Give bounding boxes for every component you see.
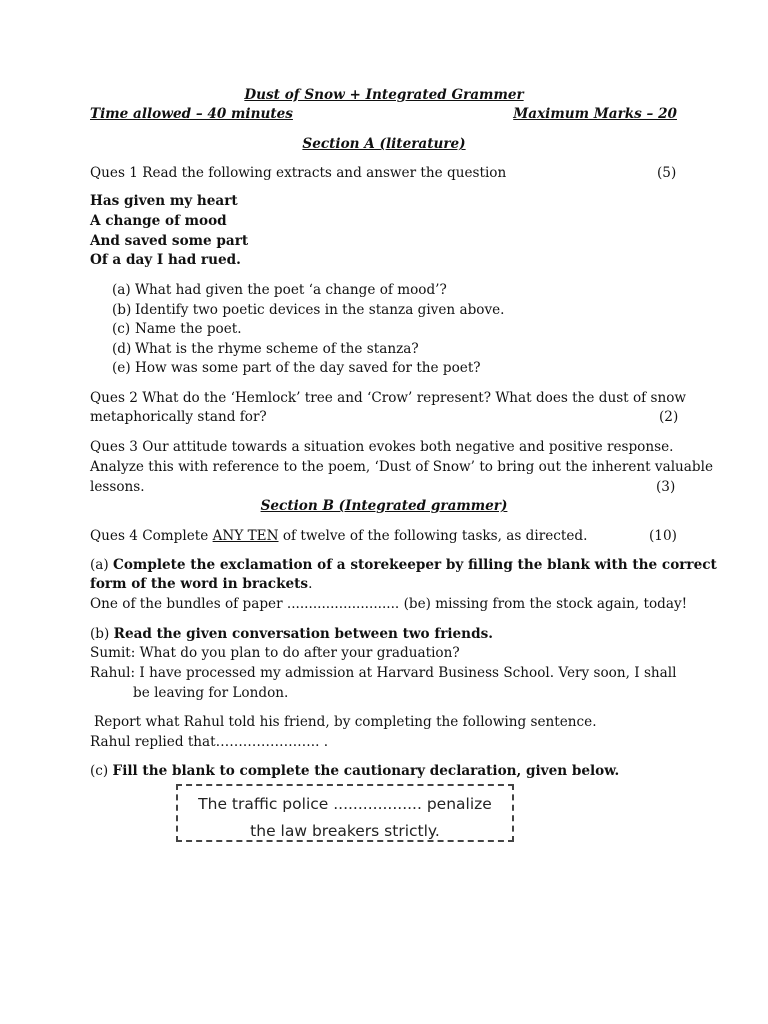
task-a-instruction-cont: [90, 575, 312, 593]
task-b-answer-line: Rahul replied that………………….. .: [90, 734, 329, 750]
question-1-marks: (5): [657, 165, 677, 181]
dialogue-sumit: Sumit: What do you plan to do after your graduation?: [90, 645, 460, 661]
stanza-line: A change of mood: [90, 213, 227, 229]
subitem-label: (d): [112, 341, 132, 357]
subitem-text: What had given the poet ‘a change of mood’?: [135, 282, 447, 298]
subitem-label: (b): [112, 302, 132, 318]
task-b-instruction-text: Read the given conversation between two friends.: [113, 626, 493, 642]
task-c-label: (c): [90, 763, 113, 779]
question-3-marks: (3): [656, 479, 676, 495]
subitem-text: How was some part of the day saved for the poet?: [135, 360, 481, 376]
question-4-marks: (10): [649, 528, 677, 544]
task-a-instruction-end: .: [308, 576, 313, 592]
question-1-subitem: [112, 301, 505, 319]
subitem-label: (e): [112, 360, 131, 376]
question-2-text: Ques 2 What do the ‘Hemlock’ tree and ‘Crow’ represent? What does the dust of snow: [90, 390, 687, 406]
question-4-text: [90, 527, 587, 545]
stanza-line: Of a day I had rued.: [90, 252, 241, 268]
question-3-text: lessons.: [90, 479, 145, 495]
task-b-label: (b): [90, 626, 114, 642]
subitem-text: Identify two poetic devices in the stanza given above.: [135, 302, 505, 318]
question-1-text: Ques 1 Read the following extracts and answer the question: [90, 165, 507, 181]
subitem-label: (a): [112, 282, 131, 298]
section-b-heading: Section B (Integrated grammer): [260, 498, 508, 514]
declaration-line: the law breakers strictly.: [250, 822, 440, 840]
dialogue-rahul-cont: be leaving for London.: [133, 685, 289, 701]
task-a-label: (a): [90, 557, 114, 573]
question-4-text-start: Ques 4 Complete: [90, 528, 213, 544]
subitem-text: Name the poet.: [135, 321, 242, 337]
stanza-line: Has given my heart: [90, 193, 238, 209]
cautionary-declaration-box: [176, 784, 514, 842]
question-4-emphasis: ANY TEN: [212, 528, 279, 544]
time-allowed: Time allowed – 40 minutes: [90, 106, 293, 122]
dialogue-rahul: Rahul: I have processed my admission at Harvard Business School. Very soon, I shall: [90, 665, 677, 681]
question-1-subitem: [112, 340, 419, 358]
worksheet-title: Dust of Snow + Integrated Grammer: [244, 87, 524, 103]
task-c-instruction-text: Fill the blank to complete the cautionary declaration, given below.: [112, 763, 620, 779]
question-1-subitem: [112, 281, 447, 299]
question-1-subitem: [112, 320, 242, 338]
maximum-marks: Maximum Marks – 20: [513, 106, 677, 122]
task-a-instruction: [90, 556, 717, 574]
subitem-label: (c): [112, 321, 131, 337]
task-a-sentence: One of the bundles of paper .......................... (be) missing from the stock again, today!: [90, 596, 688, 612]
question-3-text: Ques 3 Our attitude towards a situation evokes both negative and positive response.: [90, 439, 674, 455]
task-a-instruction-text: form of the word in brackets: [90, 576, 309, 592]
stanza-line: And saved some part: [90, 233, 249, 249]
section-a-heading: Section A (literature): [302, 136, 466, 152]
question-2-marks: (2): [659, 409, 679, 425]
task-a-instruction-text: Complete the exclamation of a storekeeper by filling the blank with the correct: [113, 557, 717, 573]
question-1-subitem: [112, 359, 481, 377]
question-2-text: metaphorically stand for?: [90, 409, 267, 425]
question-3-text: Analyze this with reference to the poem, ‘Dust of Snow’ to bring out the inherent valuable: [90, 459, 713, 475]
subitem-text: What is the rhyme scheme of the stanza?: [135, 341, 419, 357]
task-c-instruction: [90, 762, 619, 780]
task-b-report-instruction: Report what Rahul told his friend, by completing the following sentence.: [94, 714, 597, 730]
question-4-text-end: of twelve of the following tasks, as directed.: [278, 528, 588, 544]
declaration-line: The traffic police .................. penalize: [198, 795, 492, 813]
task-b-instruction: [90, 625, 493, 643]
